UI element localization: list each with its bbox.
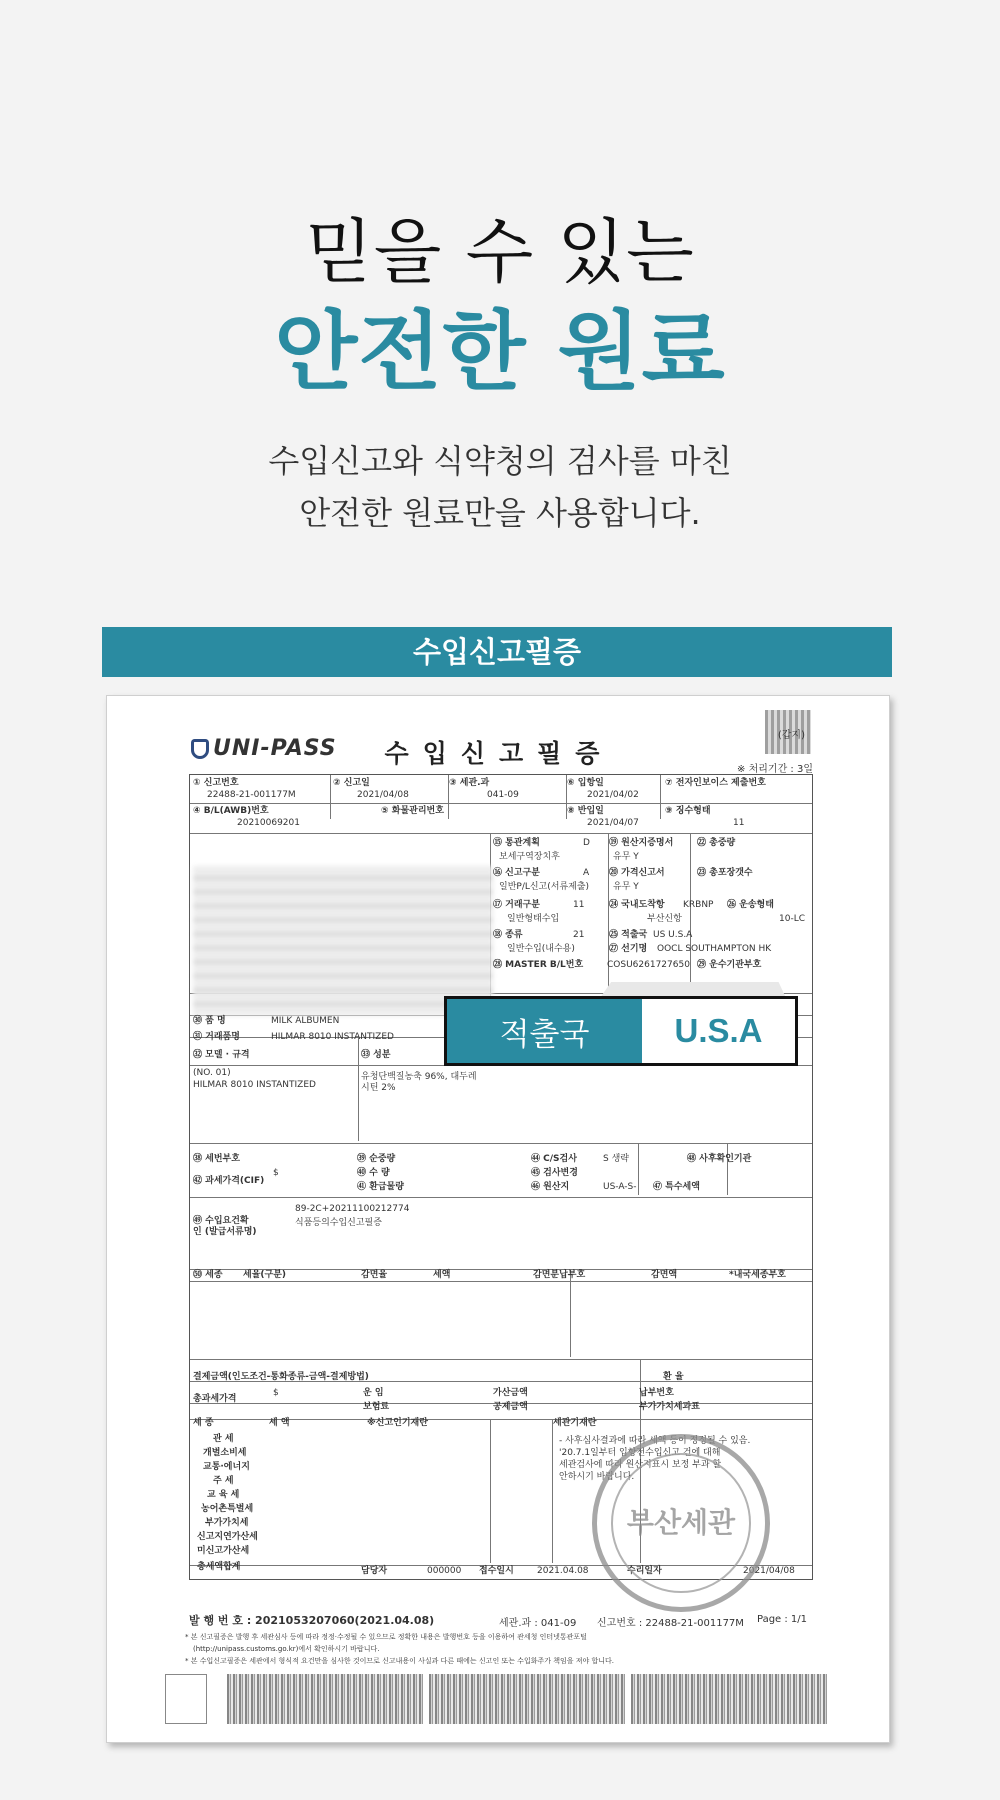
tax-row: 관 세 <box>213 1434 234 1444</box>
headline-line2: 안전한 원료 <box>274 302 726 402</box>
field-label: 가산금액 <box>493 1388 528 1398</box>
field-label: ㉕ 적출국 <box>609 930 648 940</box>
field-label: ㊽ 사후확인기관 <box>687 1154 752 1164</box>
section-banner: 수입신고필증 <box>102 627 892 677</box>
field-label: ⑯ 신고구분 <box>493 868 540 878</box>
field-label: ※신고인기재란 <box>367 1418 428 1428</box>
field-label: 세관기재란 <box>553 1418 597 1428</box>
field-value: $ <box>273 1388 279 1398</box>
field-value: 21 <box>573 930 585 940</box>
field-label: 일반수입(내수용) <box>507 944 575 954</box>
field-label: ㊿ 세종 <box>193 1270 223 1280</box>
field-value: 식품등의수입신고필증 <box>295 1218 382 1228</box>
field-label: 담당자 <box>361 1566 388 1576</box>
tax-row: 개별소비세 <box>203 1448 247 1458</box>
field-label: ㊳ 세번부호 <box>193 1154 240 1164</box>
field-label: ㊺ 검사변경 <box>531 1168 578 1178</box>
field-label: ㉝ 성분 <box>361 1050 391 1060</box>
field-value: US U.S.A <box>653 930 693 940</box>
field-label: 공제금액 <box>493 1402 528 1412</box>
field-label: ㉚ 품 명 <box>193 1016 226 1026</box>
field-label: 접수일시 <box>479 1566 514 1576</box>
tax-row: 농어촌특별세 <box>201 1504 254 1514</box>
field-label: ㉖ 운송형태 <box>727 900 774 910</box>
field-label: ㊶ 환급물량 <box>357 1182 404 1192</box>
field-label: ② 신고일 <box>333 778 370 788</box>
tax-row: 교 육 세 <box>207 1490 240 1500</box>
field-label: 결제금액(인도조건-통화종류-금액-결제방법) <box>193 1372 369 1382</box>
field-label: 총과세가격 <box>193 1394 237 1404</box>
barcode-icon <box>631 1674 827 1724</box>
document-title: 수입신고필증 <box>384 739 614 768</box>
field-label: ⑰ 거래구분 <box>493 900 540 910</box>
field-value: 041-09 <box>487 790 519 800</box>
field-label: ⑦ 전자인보이스 제출번호 <box>665 778 766 788</box>
field-label: 감면분납부호 <box>533 1270 586 1280</box>
field-label: ㊾ 수입요건확인 (발급서류명) <box>193 1216 257 1237</box>
field-label: ㉘ MASTER B/L번호 <box>493 960 584 970</box>
footnote: (http://unipass.customs.go.kr)에서 확인하시기 바랍니다. <box>193 1645 380 1653</box>
stamp-text: 부산세관 <box>626 1506 736 1539</box>
field-label: ㊷ 과세가격(CIF) <box>193 1176 265 1186</box>
import-declaration-document <box>106 695 890 1743</box>
field-label: ㊹ C/S검사 <box>531 1154 577 1164</box>
field-label: 보험료 <box>363 1402 390 1412</box>
field-label: ㉒ 총중량 <box>697 838 736 848</box>
field-label: ㉓ 총포장갯수 <box>697 868 753 878</box>
field-value: 89-2C+20211100212774 <box>295 1204 410 1214</box>
field-label: ㊴ 순중량 <box>357 1154 396 1164</box>
field-label: 보세구역장치후 <box>499 852 560 862</box>
field-label: ① 신고번호 <box>193 778 239 788</box>
field-label: ⑧ 반입일 <box>567 806 604 816</box>
customs-note: '20.7.1일부터 입항전수입신고 건에 대해 <box>559 1448 721 1458</box>
field-label: 일반P/L신고(서류제출) <box>499 882 590 892</box>
headline-line1: 믿을 수 있는 <box>305 211 695 293</box>
field-value: HILMAR 8010 INSTANTIZED <box>271 1032 394 1042</box>
field-label: ⑲ 원산지증명서 <box>609 838 674 848</box>
customs-note: 세관검사에 따라 원산지표시 보정 부과 할 <box>559 1460 722 1470</box>
field-value: 22488-21-001177M <box>207 790 296 800</box>
field-value: $ <box>273 1168 279 1178</box>
description-line1: 수입신고와 식약청의 검사를 마친 <box>268 442 732 480</box>
field-label: ㉙ 운수기관부호 <box>697 960 762 970</box>
field-value: D <box>583 838 590 848</box>
customs-note: 안하시기 바랍니다. <box>559 1472 635 1482</box>
field-label: 세액 <box>433 1270 451 1280</box>
processing-deadline: ※ 처리기간 : 3일 <box>737 764 813 775</box>
field-label: ④ B/L(AWB)번호 <box>193 806 269 816</box>
footer-office: 세관.과 : 041-09 <box>499 1618 577 1629</box>
form-number: (갑지) <box>777 730 805 741</box>
field-label: 납부번호 <box>639 1388 674 1398</box>
issue-number: 발 행 번 호 : 2021053207060(2021.04.08) <box>189 1614 435 1627</box>
field-value: 000000 <box>427 1566 462 1576</box>
field-label: ㉔ 국내도착항 <box>609 900 665 910</box>
field-value: 11 <box>733 818 745 828</box>
tax-row: 총세액합계 <box>197 1562 241 1572</box>
field-value: A <box>583 868 590 878</box>
field-label: 세율(구분) <box>243 1270 287 1280</box>
description-line2: 안전한 원료만을 사용합니다. <box>299 494 701 532</box>
customs-seal-stamp <box>592 1434 770 1612</box>
field-label: 운 임 <box>363 1388 384 1398</box>
field-value: 2021/04/08 <box>743 1566 795 1576</box>
field-label: ⑮ 통관계획 <box>493 838 540 848</box>
tax-row: 미신고가산세 <box>197 1546 250 1556</box>
footer-declaration-no: 신고번호 : 22488-21-001177M <box>597 1618 744 1629</box>
field-label: 환 율 <box>663 1372 684 1382</box>
field-value: MILK ALBUMEN <box>271 1016 340 1026</box>
tax-row: 주 세 <box>213 1476 234 1486</box>
field-label: ㊵ 수 량 <box>357 1168 390 1178</box>
field-label: 감면율 <box>361 1270 388 1280</box>
field-label: 감면액 <box>651 1270 678 1280</box>
field-value: 유무 Y <box>613 882 639 892</box>
field-value: 2021/04/02 <box>587 790 639 800</box>
field-label: 세 액 <box>269 1418 290 1428</box>
field-label: 세 종 <box>193 1418 214 1428</box>
field-label: ⑱ 종류 <box>493 930 523 940</box>
field-value: S 생략 <box>603 1154 629 1164</box>
field-value: OOCL SOUTHAMPTON HK <box>657 944 772 954</box>
field-value: 10-LC <box>779 914 805 924</box>
barcode-icon <box>227 1674 423 1724</box>
field-value: KRBNP <box>683 900 714 910</box>
redacted-block <box>193 866 493 1016</box>
footnote: * 본 수입신고필증은 세관에서 형식적 요건만을 심사한 것이므로 신고내용이 사실과 다른 때에는 신고인 또는 수입화주가 책임을 져야 합니다. <box>185 1657 614 1665</box>
field-label: ㉛ 거래품명 <box>193 1032 240 1042</box>
field-label: ㊻ 원산지 <box>531 1182 570 1192</box>
field-value: (NO. 01) <box>193 1068 231 1078</box>
field-label: ㉗ 선기명 <box>609 944 648 954</box>
customs-note: - 사후심사결과에 따라 세액 등이 정정될 수 있음. <box>559 1436 751 1446</box>
tax-row: 부가가치세 <box>205 1518 249 1528</box>
callout-label: 적출국 <box>447 999 642 1063</box>
field-label: ⑤ 화물관리번호 <box>381 806 444 816</box>
tax-row: 신고지연가산세 <box>197 1532 258 1542</box>
barcode-icon <box>429 1674 625 1724</box>
field-value: 20210069201 <box>237 818 300 828</box>
logo-text: UNI-PASS <box>213 736 337 761</box>
field-value: 유청단백질농축 96%, 대두레시틴 2% <box>361 1072 477 1093</box>
origin-country-callout <box>444 996 798 1066</box>
field-value: US-A-S- <box>603 1182 637 1192</box>
field-label: 일반형태수입 <box>507 914 560 924</box>
footer-page: Page : 1/1 <box>757 1614 808 1625</box>
footnote: * 본 신고필증은 발행 후 세관심사 등에 따라 정정·수정될 수 있으므로 정확한 내용은 발행번호 등을 이용하여 관세청 인터넷통관포털 <box>185 1633 587 1641</box>
barcode-frame <box>165 1674 207 1724</box>
field-value: 2021/04/08 <box>357 790 409 800</box>
field-value: HILMAR 8010 INSTANTIZED <box>193 1080 316 1090</box>
field-label: 부가가치세과표 <box>639 1402 700 1412</box>
field-label: 부산신항 <box>647 914 682 924</box>
field-label: ㉜ 모델 · 규격 <box>193 1050 250 1060</box>
field-label: *내국세종부호 <box>729 1270 786 1280</box>
field-value: COSU6261727650 <box>607 960 690 970</box>
field-label: ⑳ 가격신고서 <box>609 868 665 878</box>
field-label: ③ 세관.과 <box>449 778 490 788</box>
field-value: 2021.04.08 <box>537 1566 589 1576</box>
field-value: 유무 Y <box>613 852 639 862</box>
field-label: ⑥ 입항일 <box>567 778 604 788</box>
field-value: 11 <box>573 900 585 910</box>
field-label: ⑨ 징수형태 <box>665 806 711 816</box>
callout-value: U.S.A <box>674 1012 763 1049</box>
field-value: 2021/04/07 <box>587 818 639 828</box>
tax-row: 교통·에너지 <box>203 1462 250 1472</box>
field-label: ㊼ 특수세액 <box>653 1182 700 1192</box>
field-label: 수리일자 <box>627 1566 662 1576</box>
